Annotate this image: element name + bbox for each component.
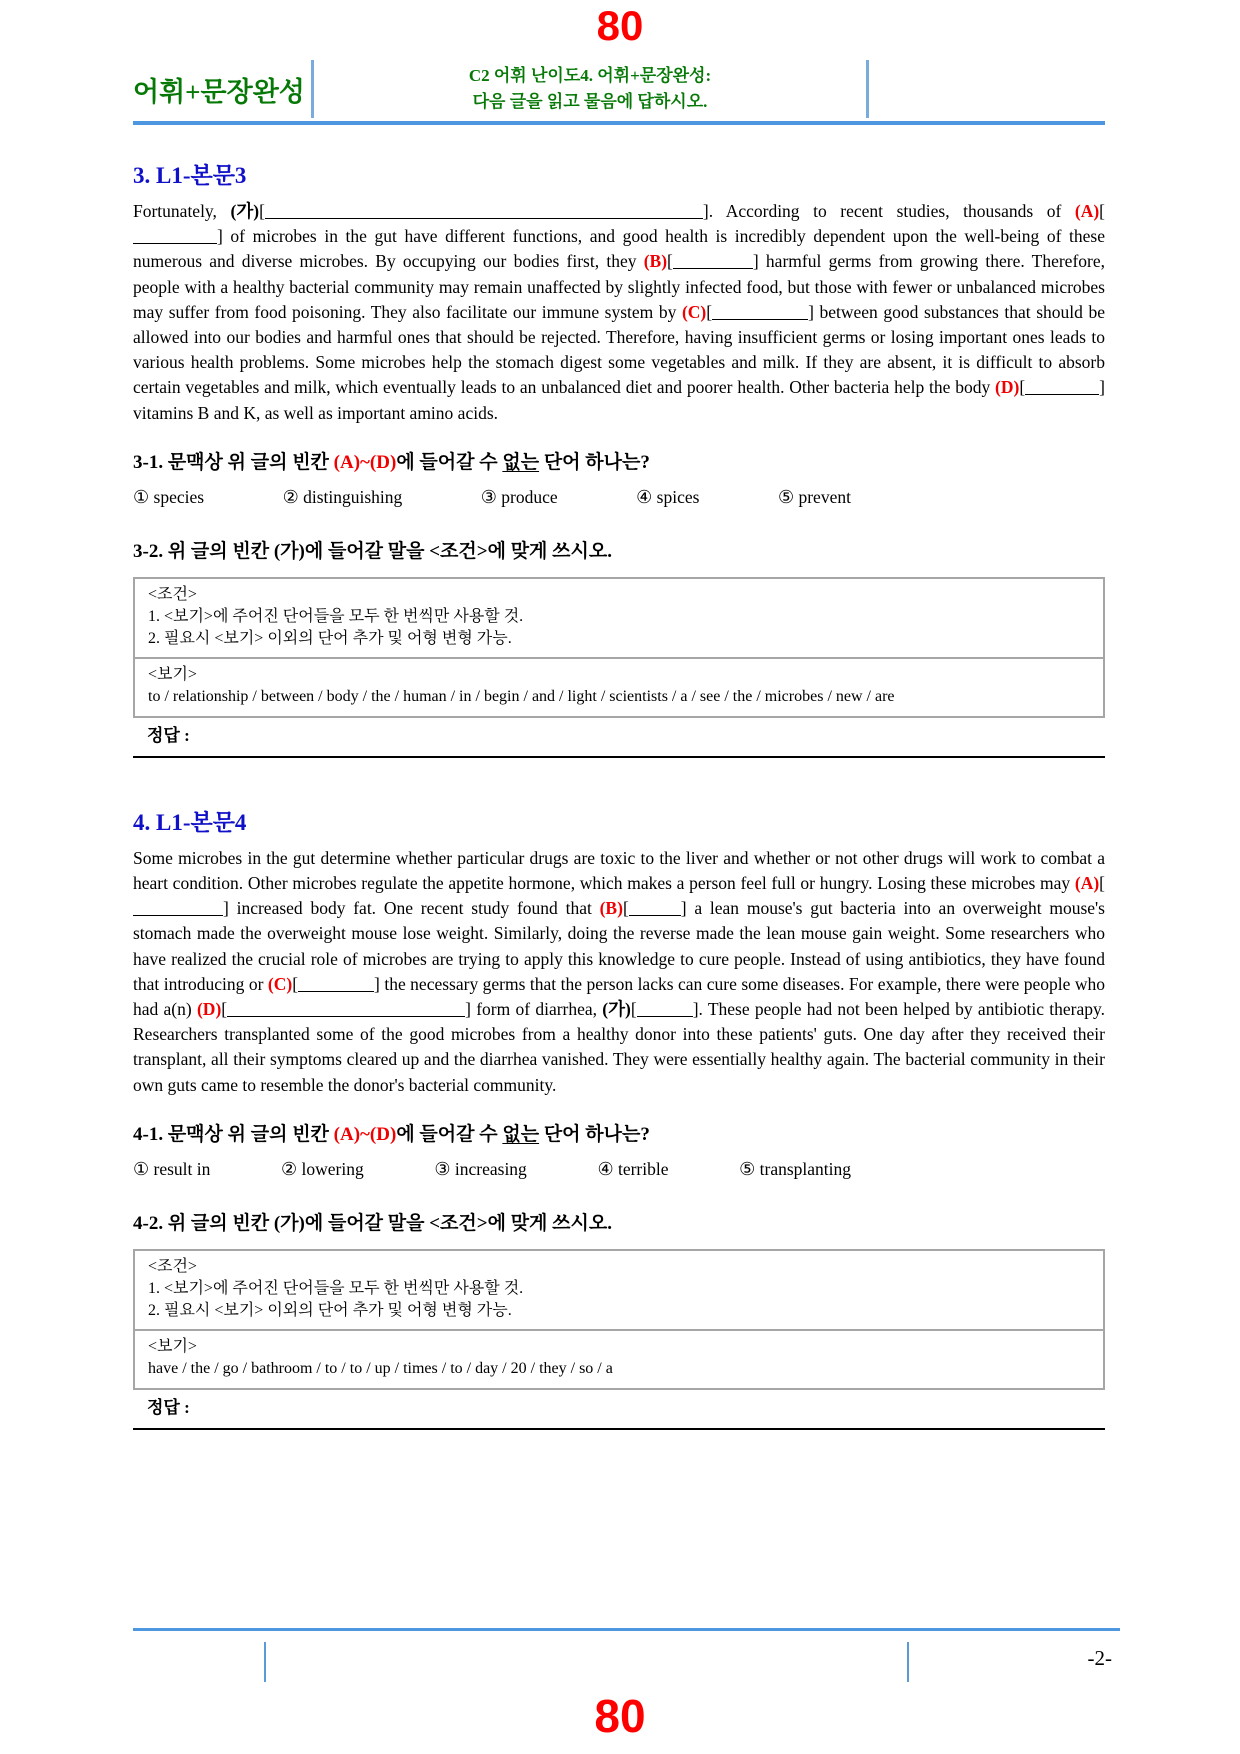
text-segment: 없는 [502,1123,540,1145]
answer-line[interactable] [133,1390,1105,1430]
text-segment: ] harmful germs from growing there. Therefore, people with a healthy bacterial community may remain unaffected by slightly infected food, but those with fewer or unbalanced microbes may suffer from food poisoning. They also facilitate our immune system by [133,251,1105,322]
text-segment: ] vitamins B and K, as well as important amino acids. [133,377,1105,423]
bottom-page-code: 80 [594,1690,646,1742]
header-instruction-line1: C2 어휘 난이도4. 어휘+문장완성: [468,66,712,85]
fill-in-blank[interactable] [1025,394,1099,395]
option-distinguishing[interactable] [283,485,403,509]
blank-marker: (B) [599,898,623,919]
text-segment: [ [1019,377,1026,398]
option-label: distinguishing [298,486,403,507]
option-label: transplanting [755,1158,851,1179]
text-segment: [ [630,999,637,1020]
text-segment: [ [1099,873,1105,894]
condition-box [133,1249,1105,1390]
answer-label: 정답 : [147,1397,190,1417]
top-page-code: 80 [596,2,644,49]
text-segment: 단어 하나는? [539,451,650,473]
text-segment: 에 들어갈 수 [396,451,503,473]
blank-marker: (A) [1074,201,1100,221]
word-bank-title: <보기> [148,665,197,683]
section-title: 4. L1-본문4 [133,809,247,835]
word-bank-words: to / relationship / between / body / the / human / in / begin / and / light / scientists / a / see / the / microbes / new / are [148,687,895,705]
condition-item: 1. <보기>에 주어진 단어들을 모두 한 번씩만 사용할 것. [148,607,524,625]
text-segment: Some microbes in the gut determine whether particular drugs are toxic to the liver and whether or not other drugs will work to combat a heart condition. Other microbes regulate the appetite hormone, which makes a person feel full or hungry. Losing these microbes may [133,847,1105,894]
fill-in-blank[interactable] [298,991,374,992]
footer-rule [133,1628,1120,1631]
text-segment: ] increased body fat. One recent study found that [223,898,600,919]
condition-item: 2. 필요시 <보기> 이외의 단어 추가 및 어형 변형 가능. [148,629,512,647]
blank-marker: (D) [995,377,1020,398]
text-segment: Fortunately, [133,201,231,221]
fill-in-blank[interactable] [637,1016,693,1017]
option-produce[interactable] [481,485,558,509]
fill-in-blank[interactable] [133,243,217,244]
fill-in-blank[interactable] [227,1016,465,1017]
question-4-2-heading: 4-2. 위 글의 빈칸 (가)에 들어갈 말을 <조건>에 맞게 쓰시오. [133,1212,612,1234]
footer-tick [907,1642,909,1682]
word-bank-words: have / the / go / bathroom / to / to / up / times / to / day / 20 / they / so / a [148,1359,613,1377]
option-increasing[interactable] [434,1157,526,1181]
option-number: ⑤ [777,486,795,507]
text-segment: 없는 [502,451,540,473]
text-segment: ] between good substances that should be allowed into our bodies and harmful ones that should be rejected. Therefore, having insufficient germs or losing important ones leads to various health problems. Some microbes help the stomach digest some vegetables and milk. If they are absent, it is difficult to absorb certain vegetables and milk, which eventually leads to an unbalanced diet and poorer health. Other bacteria help the body [133,301,1105,398]
blank-marker: (A)~(D) [333,1123,397,1145]
blank-marker: (B) [643,251,668,272]
fill-in-blank[interactable] [265,218,703,219]
text-segment: [ [1099,201,1105,221]
option-number: ③ [480,486,497,507]
option-label: species [149,486,205,507]
option-number: ② [281,1158,298,1179]
section-l1-bonmun-4 [133,808,1105,1430]
text-segment: [ [706,301,713,322]
question-3-1-heading [133,450,1105,476]
page-content [0,60,1240,1430]
option-number: ① [133,486,150,507]
word-bank-section [135,659,1103,716]
condition-box [133,577,1105,718]
text-segment: ]. These people had not been helped by antibiotic therapy. Researchers transplanted some of the good microbes from a healthy donor into these patients' guts. One day after they received their transplant, all their symptoms cleared up and the diarrhea vanished. They were essentially healthy again. The bacterial community in their own guts came to resemble the donor's bacterial community. [133,999,1106,1095]
option-label: increasing [450,1158,527,1179]
answer-line[interactable] [133,718,1105,758]
passage-text [133,199,1105,426]
fill-in-blank[interactable] [673,268,753,269]
option-number: ② [282,486,299,507]
text-segment: 4-1. 문맥상 위 글의 빈칸 [133,1123,334,1145]
text-segment: [ [622,898,629,919]
condition-item: 1. <보기>에 주어진 단어들을 모두 한 번씩만 사용할 것. [148,1279,524,1297]
fill-in-blank[interactable] [133,915,223,916]
text-segment: 3-1. 문맥상 위 글의 빈칸 [133,451,334,473]
option-label: terrible [613,1158,669,1179]
blank-marker: (C) [267,973,293,994]
condition-title: <조건> [148,585,197,603]
option-species[interactable] [133,485,204,509]
text-segment: [ [221,999,228,1020]
option-label: result in [149,1158,211,1179]
option-number: ③ [434,1158,451,1179]
condition-title: <조건> [148,1257,197,1275]
option-number: ④ [597,1158,614,1179]
option-label: prevent [794,486,851,507]
text-segment: ] a lean mouse's gut bacteria into an overweight mouse's stomach made the overweight mouse lose weight. Similarly, doing the reverse made the lean mouse gain weight. Some researchers who have realized the crucial role of microbes are trying to apply this knowledge to cure people. Instead of using antibiotics, they have found that introducing or [133,898,1105,994]
option-terrible[interactable] [597,1157,668,1181]
question-4-1-options [133,1157,851,1181]
text-segment: (가) [602,999,631,1020]
section-l1-bonmun-3 [133,161,1105,758]
fill-in-blank[interactable] [712,319,808,320]
text-segment: [ [667,251,673,272]
blank-marker: (A) [1074,873,1100,894]
blank-marker: (A)~(D) [333,451,397,473]
header-right-spacer [869,60,1105,118]
header-rule [133,121,1105,125]
option-number: ④ [636,486,653,507]
header-instruction-line2: 다음 글을 읽고 물음에 답하시오. [472,92,708,111]
text-segment: ] of microbes in the gut have different functions, and good health is incredibly dependent upon the well-being of these numerous and diverse microbes. By occupying our bodies first, they [133,226,1105,272]
option-label: spices [652,486,700,507]
condition-item: 2. 필요시 <보기> 이외의 단어 추가 및 어형 변형 가능. [148,1301,512,1319]
option-result-in[interactable] [133,1157,210,1181]
text-segment: 에 들어갈 수 [396,1123,503,1145]
blank-marker: (D) [196,999,222,1020]
text-segment: [ [259,201,265,221]
option-number: ① [133,1158,150,1179]
text-segment: ] form of diarrhea, [465,999,603,1020]
header-center-text [314,60,866,118]
question-3-2-heading: 3-2. 위 글의 빈칸 (가)에 들어갈 말을 <조건>에 맞게 쓰시오. [133,540,612,562]
question-4-1-heading [133,1122,1105,1148]
fill-in-blank[interactable] [629,915,681,916]
option-label: lowering [297,1158,364,1179]
option-spices[interactable] [636,485,699,509]
word-bank-section [135,1331,1103,1388]
text-segment: ] the necessary germs that the person lacks can cure some diseases. For example, there were people who had a(n) [133,973,1105,1020]
page-footer [133,1628,1120,1688]
option-label: produce [496,486,558,507]
header-left-title: 어휘+문장완성 [133,76,305,107]
footer-tick [264,1642,266,1682]
answer-label: 정답 : [147,725,190,745]
option-transplanting[interactable] [739,1157,851,1181]
section-title: 3. L1-본문3 [133,163,247,188]
option-prevent[interactable] [778,485,851,509]
worksheet-header [133,60,1105,118]
page-number: -2- [1087,1646,1112,1670]
word-bank-title: <보기> [148,1337,197,1355]
text-segment: (가) [230,201,260,221]
condition-section [135,579,1103,659]
option-number: ⑤ [739,1158,756,1179]
passage-text [133,846,1105,1098]
text-segment: 단어 하나는? [539,1123,650,1145]
condition-section [135,1251,1103,1331]
text-segment: ]. According to recent studies, thousands of [702,201,1075,221]
text-segment: [ [292,973,299,994]
question-3-1-options [133,485,851,509]
blank-marker: (C) [681,301,707,322]
option-lowering[interactable] [281,1157,364,1181]
